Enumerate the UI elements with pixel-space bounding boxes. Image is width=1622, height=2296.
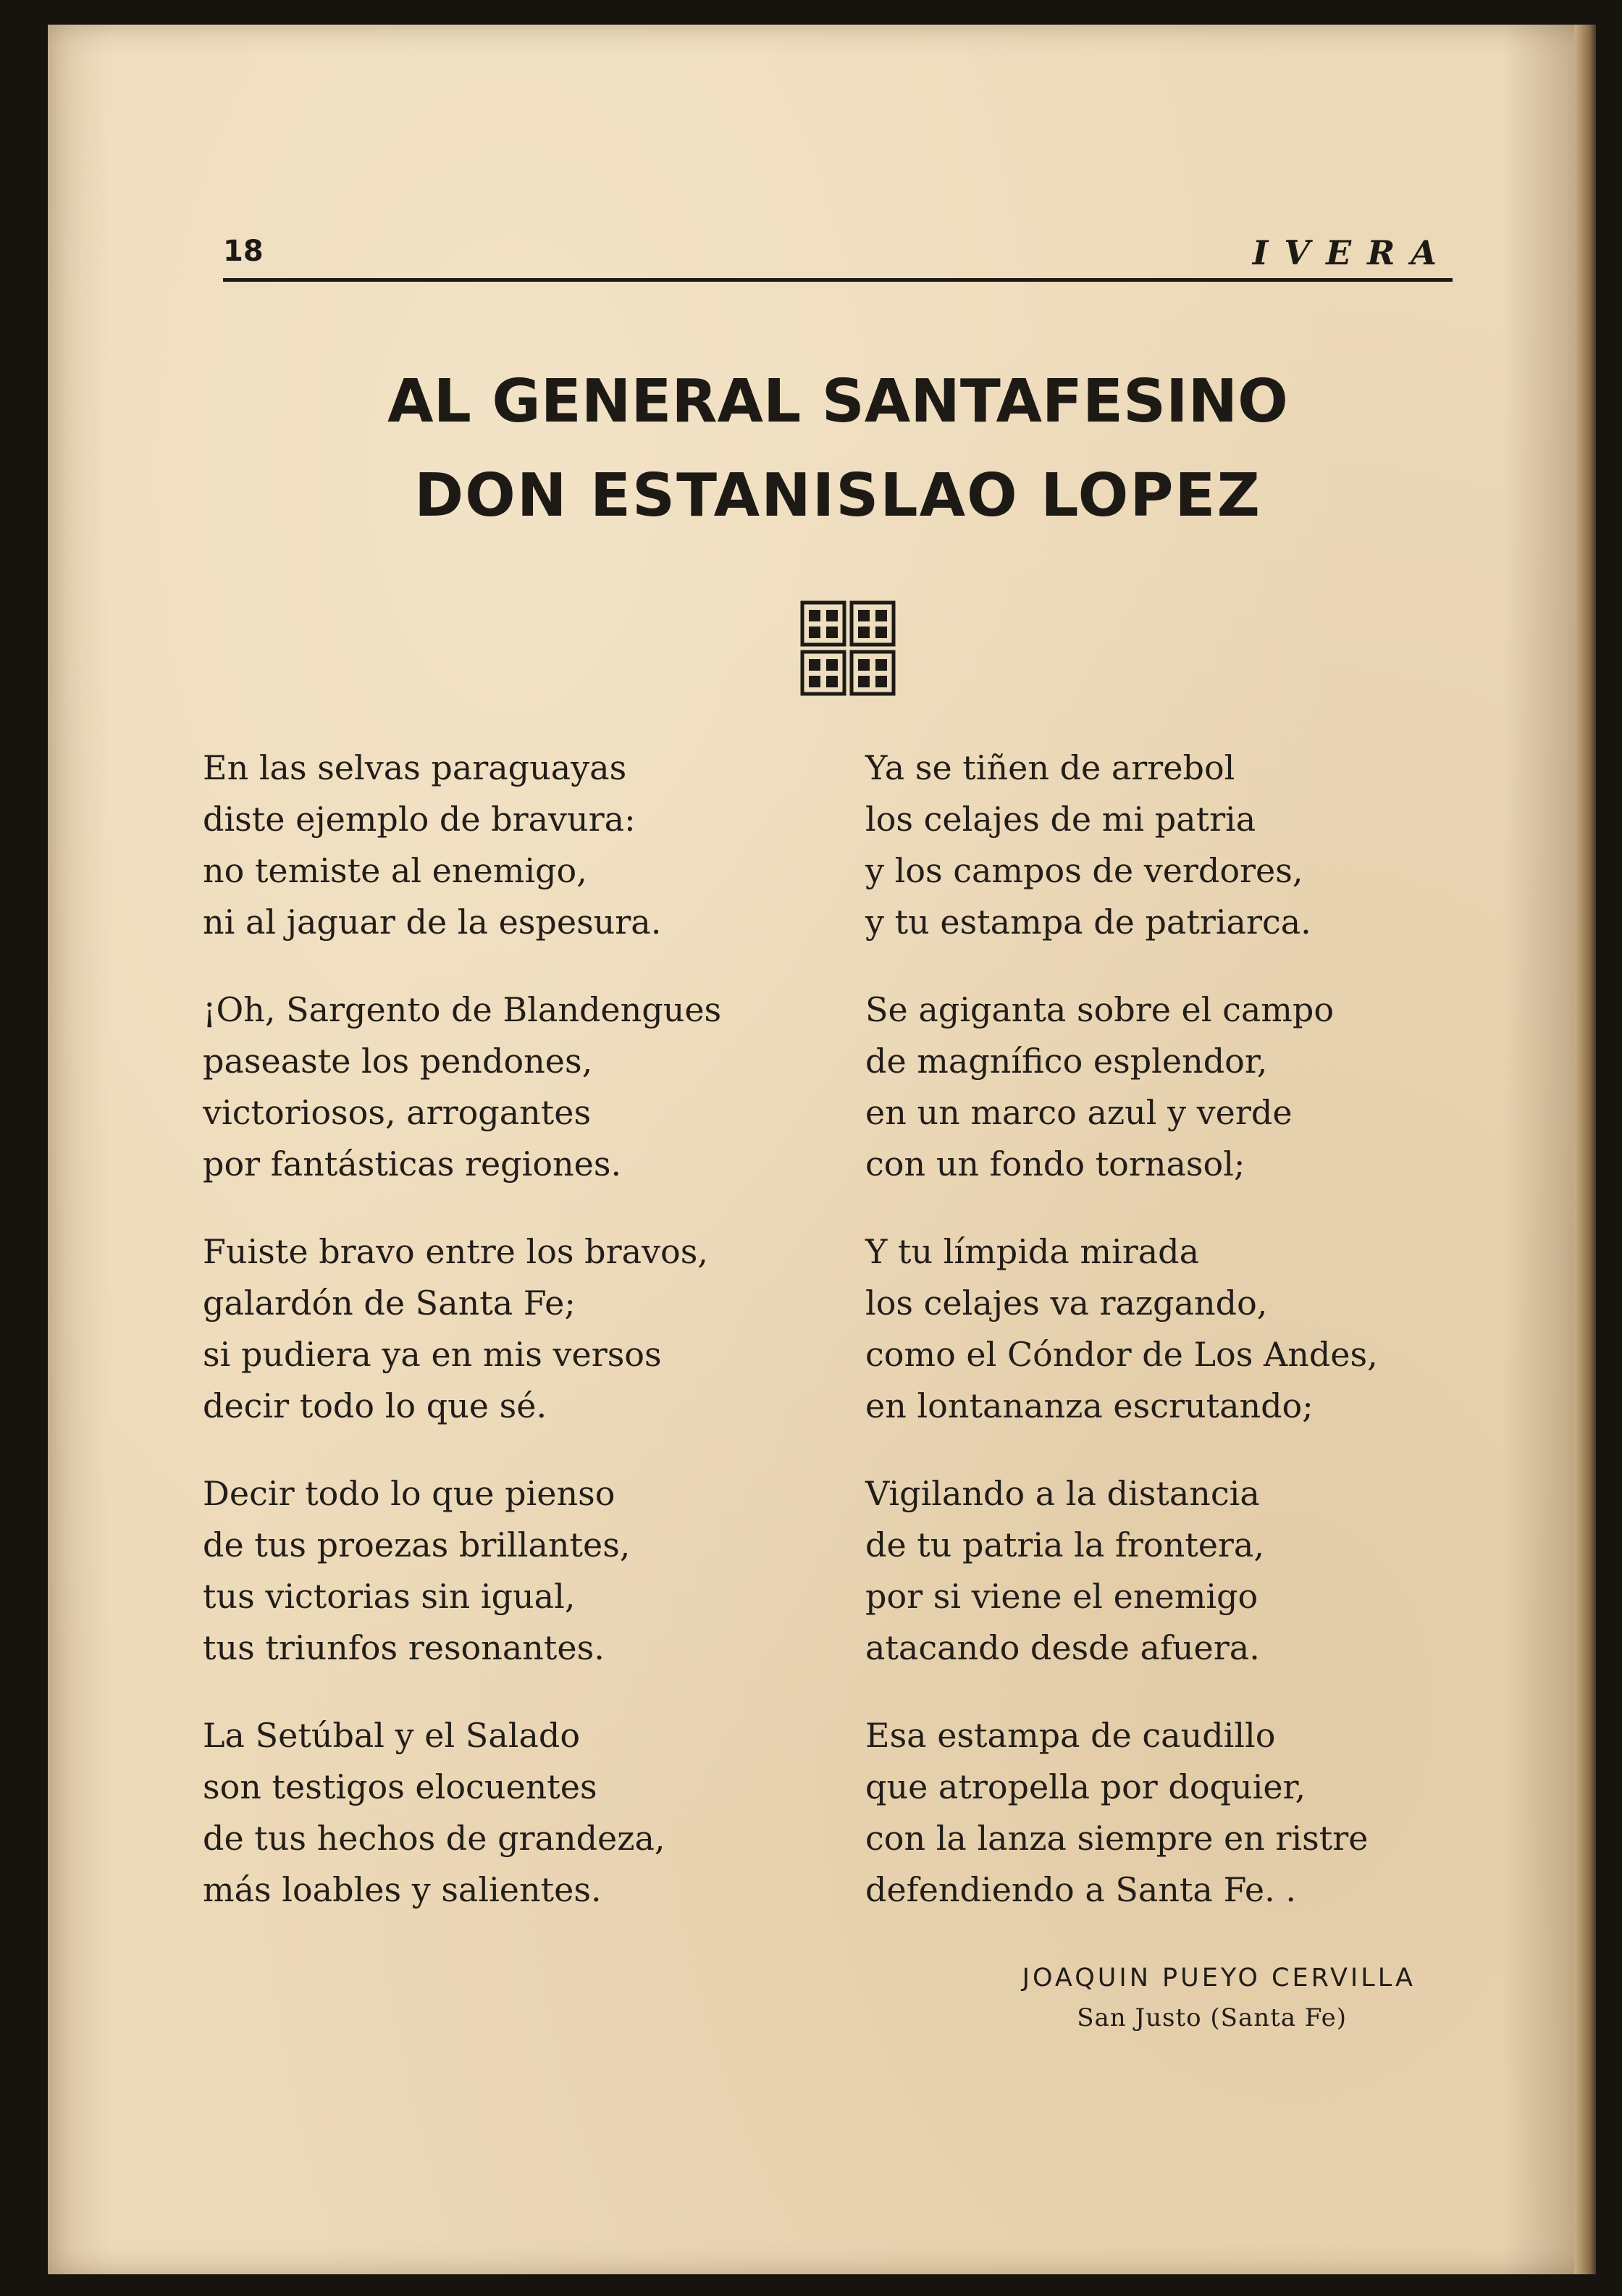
verse-line: con la lanza siempre en ristre [865,1819,1369,1858]
poem-left-column [203,742,840,1952]
verse-line: Esa estampa de caudillo [865,1716,1276,1755]
poem-signature [865,1958,1416,2038]
verse-line: de tus hechos de grandeza, [203,1819,665,1858]
verse-line: tus triunfos resonantes. [203,1628,605,1667]
page-number: 18 [223,235,264,268]
verse-line: decir todo lo que sé. [203,1386,547,1425]
verse-line: de magnífico esplendor, [865,1042,1268,1081]
poem-right-column [865,742,1459,1952]
stanza [203,984,840,1190]
verse-line: Y tu límpida mirada [865,1232,1200,1271]
stanza [203,1468,840,1674]
verse-line: En las selvas paraguayas [203,748,627,787]
verse-line: en un marco azul y verde [865,1093,1293,1132]
journal-name: IVERA [1252,233,1453,272]
verse-line: tus victorias sin igual, [203,1577,576,1616]
verse-line: si pudiera ya en mis versos [203,1335,662,1374]
stanza [203,742,840,948]
verse-line: son testigos elocuentes [203,1767,597,1806]
verse-line: La Setúbal y el Salado [203,1716,581,1755]
verse-line: Fuiste bravo entre los bravos, [203,1232,708,1271]
verse-line: y tu estampa de patriarca. [865,902,1311,942]
grid-ornament-icon [799,600,896,697]
verse-line: con un fondo tornasol; [865,1144,1245,1183]
verse-line: los celajes va razgando, [865,1283,1268,1323]
verse-line: Ya se tiñen de arrebol [865,748,1235,787]
author-place: San Justo (Santa Fe) [1077,2003,1347,2032]
verse-line: que atropella por doquier, [865,1767,1306,1806]
verse-line: de tus proezas brillantes, [203,1525,631,1564]
page-spine-edge [1574,25,1596,2274]
verse-line: galardón de Santa Fe; [203,1283,576,1323]
verse-line: como el Cóndor de Los Andes, [865,1335,1378,1374]
verse-line: ni al jaguar de la espesura. [203,902,662,942]
verse-line: victoriosos, arrogantes [203,1093,592,1132]
verse-line: paseaste los pendones, [203,1042,593,1081]
title-line-1: AL GENERAL SANTAFESINO [387,367,1288,436]
verse-line: más loables y salientes. [203,1870,602,1909]
verse-line: no temiste al enemigo, [203,851,587,890]
verse-line: en lontananza escrutando; [865,1386,1314,1425]
stanza [203,1710,840,1916]
stanza [203,1226,840,1432]
author-name: JOAQUIN PUEYO CERVILLA [1022,1964,1416,1993]
verse-line: defendiendo a Santa Fe. . [865,1870,1296,1909]
verse-line: diste ejemplo de bravura: [203,800,636,839]
verse-line: atacando desde afuera. [865,1628,1260,1667]
stanza [865,742,1459,948]
stanza [865,1226,1459,1432]
verse-line: ¡Oh, Sargento de Blandengues [203,990,722,1029]
running-head [223,235,1453,282]
verse-line: Se agiganta sobre el campo [865,990,1335,1029]
stanza [865,1710,1459,1916]
verse-line: y los campos de verdores, [865,851,1303,890]
stanza [865,1468,1459,1674]
verse-line: por fantásticas regiones. [203,1144,622,1183]
stanza [865,984,1459,1190]
verse-line: Vigilando a la distancia [865,1474,1260,1513]
verse-line: de tu patria la frontera, [865,1525,1264,1564]
poem-title [223,355,1453,543]
title-line-2: DON ESTANISLAO LOPEZ [414,461,1261,530]
verse-line: por si viene el enemigo [865,1577,1258,1616]
verse-line: los celajes de mi patria [865,800,1256,839]
verse-line: Decir todo lo que pienso [203,1474,615,1513]
